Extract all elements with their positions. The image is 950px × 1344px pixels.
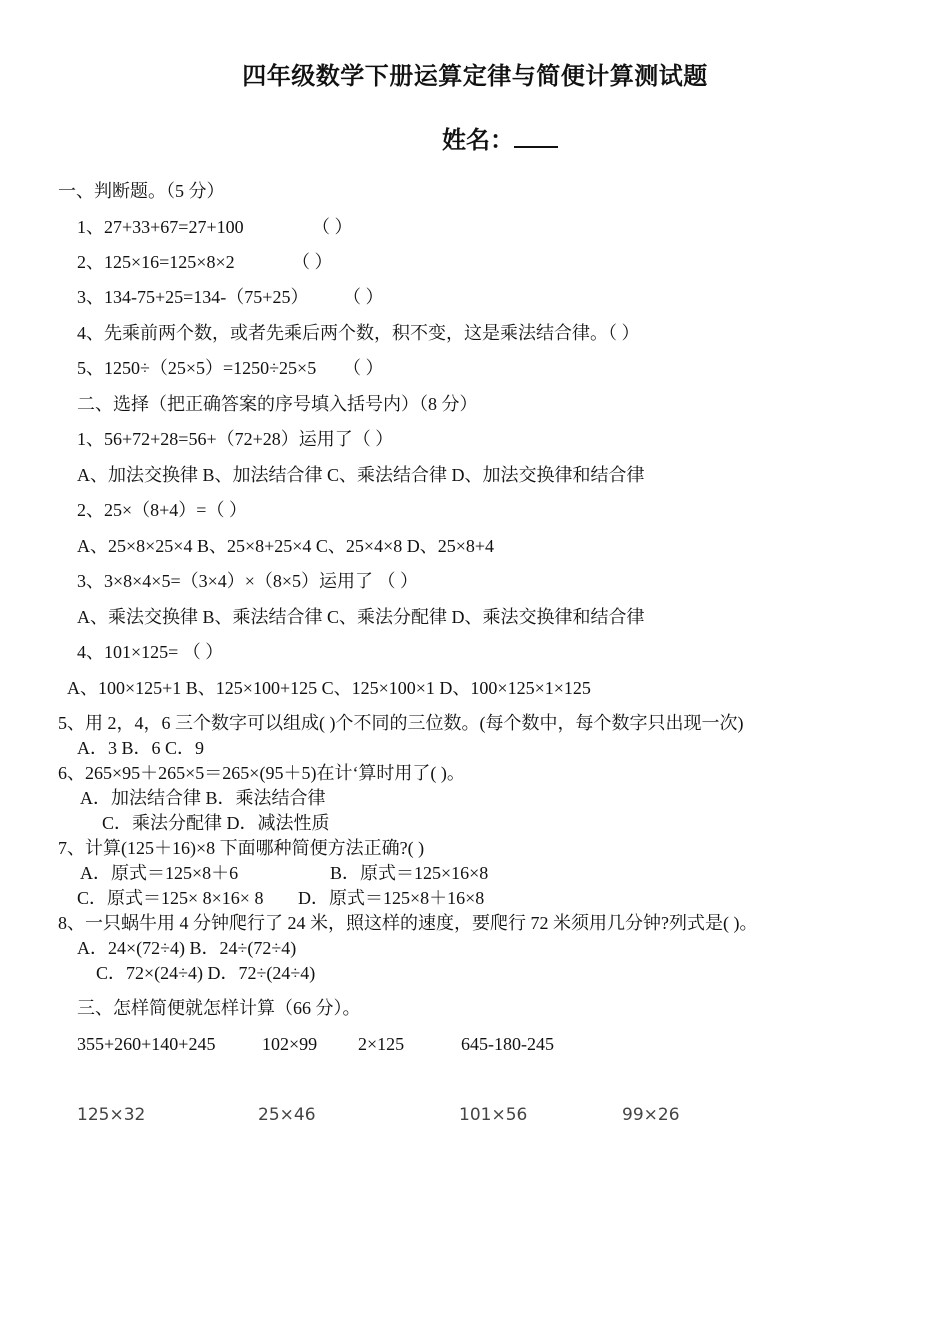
- judge-item-1: 1、27+33+67=27+100: [77, 217, 244, 237]
- section3-heading: 三、怎样简便就怎样计算（66 分）。: [77, 998, 361, 1018]
- judge-item-3-paren[interactable]: （ ）: [343, 287, 384, 307]
- choice-q8-options-a: A．24×(72÷4) B．24÷(72÷4): [77, 938, 297, 958]
- choice-q3-options: A、乘法交换律 B、乘法结合律 C、乘法分配律 D、乘法交换律和结合律: [77, 607, 645, 627]
- choice-q6: 6、265×95＋265×5＝265×(95＋5)在计‘算时用了( )。: [58, 763, 465, 783]
- choice-q6-options-a: A．加法结合律 B．乘法结合律: [80, 788, 326, 808]
- calc-8: 99×26: [622, 1105, 680, 1125]
- name-blank[interactable]: [514, 124, 558, 148]
- choice-q2-options: A、25×8×25×4 B、25×8+25×4 C、25×4×8 D、25×8+4: [77, 536, 495, 556]
- judge-item-3: 3、134-75+25=134-（75+25）: [77, 287, 309, 307]
- judge-item-5-paren[interactable]: （ ）: [343, 358, 384, 378]
- choice-q7-option-c: C．原式＝125× 8×16× 8: [77, 888, 264, 908]
- section1-heading: 一、判断题。（5 分）: [58, 181, 225, 201]
- name-label: 姓名：: [442, 128, 514, 154]
- calc-4: 645-180-245: [461, 1034, 554, 1054]
- choice-q1: 1、56+72+28=56+（72+28）运用了（ ）: [77, 429, 394, 449]
- name-field: [442, 124, 558, 157]
- choice-q1-options: A、加法交换律 B、加法结合律 C、乘法结合律 D、加法交换律和结合律: [77, 465, 645, 485]
- choice-q5-options: A．3 B．6 C．9: [77, 738, 205, 758]
- choice-q5: 5、用 2，4，6 三个数字可以组成( )个不同的三位数。(每个数中，每个数字只出现一次): [58, 713, 744, 733]
- choice-q8-options-b: C．72×(24÷4) D．72÷(24÷4): [96, 963, 316, 983]
- choice-q7: 7、计算(125＋16)×8 下面哪种简便方法正确?( ): [58, 838, 425, 858]
- calc-5: 125×32: [77, 1105, 146, 1125]
- choice-q2: 2、25×（8+4）=（ ）: [77, 500, 247, 520]
- calc-1: 355+260+140+245: [77, 1034, 216, 1054]
- judge-item-4: 4、先乘前两个数，或者先乘后两个数，积不变，这是乘法结合律。（ ）: [77, 323, 640, 343]
- page-title: 四年级数学下册运算定律与简便计算测试题: [242, 64, 708, 90]
- section2-heading: 二、选择（把正确答案的序号填入括号内）（8 分）: [77, 394, 478, 414]
- choice-q8: 8、一只蜗牛用 4 分钟爬行了 24 米，照这样的速度，要爬行 72 米须用几分钟?列式是( )。: [58, 913, 758, 933]
- judge-item-5: 5、1250÷（25×5）=1250÷25×5: [77, 358, 317, 378]
- judge-item-2: 2、125×16=125×8×2: [77, 252, 235, 272]
- calc-6: 25×46: [258, 1105, 316, 1125]
- choice-q7-option-a: A．原式＝125×8＋6: [80, 863, 239, 883]
- calc-3: 2×125: [358, 1034, 405, 1054]
- choice-q7-option-b: B．原式＝125×16×8: [330, 863, 489, 883]
- judge-item-2-paren[interactable]: （ ）: [292, 252, 333, 272]
- choice-q3: 3、3×8×4×5=（3×4）×（8×5）运用了 （ ）: [77, 571, 419, 591]
- choice-q4-options: A、100×125+1 B、125×100+125 C、125×100×1 D、100×125×1×125: [67, 678, 591, 698]
- choice-q7-option-d: D．原式＝125×8＋16×8: [298, 888, 485, 908]
- choice-q6-options-b: C．乘法分配律 D．减法性质: [102, 813, 330, 833]
- calc-7: 101×56: [459, 1105, 528, 1125]
- choice-q4: 4、101×125= （ ）: [77, 642, 224, 662]
- judge-item-1-paren[interactable]: （ ）: [312, 217, 353, 237]
- calc-2: 102×99: [262, 1034, 318, 1054]
